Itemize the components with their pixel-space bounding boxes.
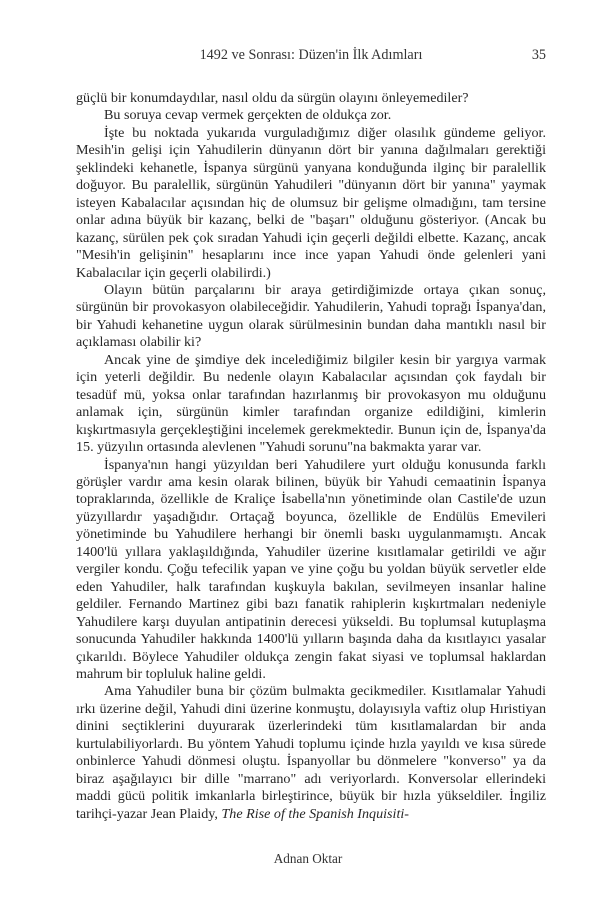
paragraph-text: Ama Yahudiler buna bir çözüm bulmakta gecikmediler. Kısıtlamalar Yahudi ırkı üzerine değil, Yahudi dini üzerine konmuştu, dolayısıyla vaftiz olup Hıristiyan dinini seçtiklerini duyurarak üzerlerindeki tüm kısıtlamalardan bir anda kurtulabiliyorlardı. Bu yöntem Yahudi toplumu içinde hızla yayıldı ve kısa sürede onbinlerce Yahudi dönmesi oluştu. İspanyollar bu dönmelere "konverso" ya da biraz aşağılayıcı bir dille "marrano" adı veriyorlardı. Konversolar ellerindeki maddi gücü politik imkanlarla birleştirince, büyük bir hızla yükseldiler. İngiliz tarihçi-yazar Jean Plaidy, bbox=[76, 683, 546, 822]
paragraph: Olayın bütün parçalarını bir araya getirdiğimizde ortaya çıkan sonuç, sürgünün bir provokasyon olabileceğidir. Yahudilerin, Yahudi toprağı İspanya'dan, bir Yahudi kehanetine uygun olarak sürülmesinin bundan daha mantıklı nasıl bir açıklaması olabilir ki? bbox=[76, 281, 546, 351]
running-title: 1492 ve Sonrası: Düzen'in İlk Adımları bbox=[199, 47, 423, 63]
body-text bbox=[76, 90, 546, 823]
paragraph-continuation: güçlü bir konumdaydılar, nasıl oldu da sürgün olayını önleyemediler? bbox=[76, 90, 469, 106]
paragraph: İspanya'nın hangi yüzyıldan beri Yahudilere yurt olduğu konusunda farklı görüşler vardır ama kesin olarak bilinen, büyük bir Yahudi cemaatinin İspanya topraklarında, özellikle de Kraliçe İsabella'nın yönetiminde olan Castile'de uzun yüzyıllardır yaşadığıdır. Ortaçağ boyunca, özellikle de Endülüs Emevileri yönetiminde bu Yahudilere herhangi bir önemli baskı uygulanmamıştı. Ancak 1400'lü yıllara yaklaşıldığında, Yahudiler üzerine kısıtlamalar getirildi ve ağır vergiler kondu. Çoğu tefecilik yapan ve yine çoğu bu yoldan büyük servetler elde eden Yahudiler, halk tarafından kuşkuyla bakılan, sevilmeyen insanlar haline geldiler. Fernando Martinez gibi bazı fanatik rahiplerin kışkırtmaları nedeniyle Yahudilere karşı duyulan antipatinin derecesi yükseldi. Bu toplumsal kutuplaşma sonucunda Yahudiler hakkında 1400'lü yılların başında daha da kısıtlayıcı yasalar çıkarıldı. Böylece Yahudiler oldukça zengin fakat siyasi ve toplumsal haklardan mahrum bir topluluk haline geldi. bbox=[76, 456, 546, 682]
paragraph: Ancak yine de şimdiye dek incelediğimiz bilgiler kesin bir yargıya varmak için yeterli değildir. Bu nedenle olayın Kabalacılar açısından çok faydalı bir tesadüf mü, yoksa onlar tarafından hazırlanmış bir provokasyon mu olduğunu anlamak için, sürgünün kimler tarafından organize edildiğini, kimlerin kışkırtmasıyla gerçekleştiğini incelemek gerekmektedir. Bunun için de, İspanya'da 15. yüzyılın ortasında alevlenen "Yahudi sorunu"na bakmakta yarar var. bbox=[76, 351, 546, 456]
footer-author: Adnan Oktar bbox=[273, 851, 343, 866]
running-header bbox=[76, 47, 546, 67]
paragraph bbox=[76, 683, 546, 823]
paragraph: Bu soruya cevap vermek gerçekten de oldukça zor. bbox=[104, 107, 392, 124]
book-title-italic: The Rise of the Spanish Inquisiti- bbox=[221, 805, 409, 822]
page-footer bbox=[0, 851, 616, 867]
page-number: 35 bbox=[531, 47, 546, 63]
paragraph: İşte bu noktada yukarıda vurguladığımız diğer olasılık gündeme geliyor. Mesih'in gelişi için Yahudilerin dünyanın dört bir yanına dağılmaları gerektiği şeklindeki kehanetle, İspanya sürgünü yanyana konduğunda ilginç bir paralellik doğuyor. Bu paralellik, sürgünün Yahudileri "dünyanın dört bir yanına" yaymak isteyen Kabalacılar açısından hiç de olumsuz bir gelişme olmadığını, tam tersine onlar adına büyük bir kazanç, belki de "başarı" olduğunu gösteriyor. (Ancak bu kazanç, sürülen pek çok sıradan Yahudi için geçerli değildi elbette. Kazanç, ancak "Mesih'in gelişinin" hesaplarını ince ince yapan Yahudi önde gelenleri yani Kabalacılar için geçerli olabilirdi.) bbox=[76, 124, 546, 281]
